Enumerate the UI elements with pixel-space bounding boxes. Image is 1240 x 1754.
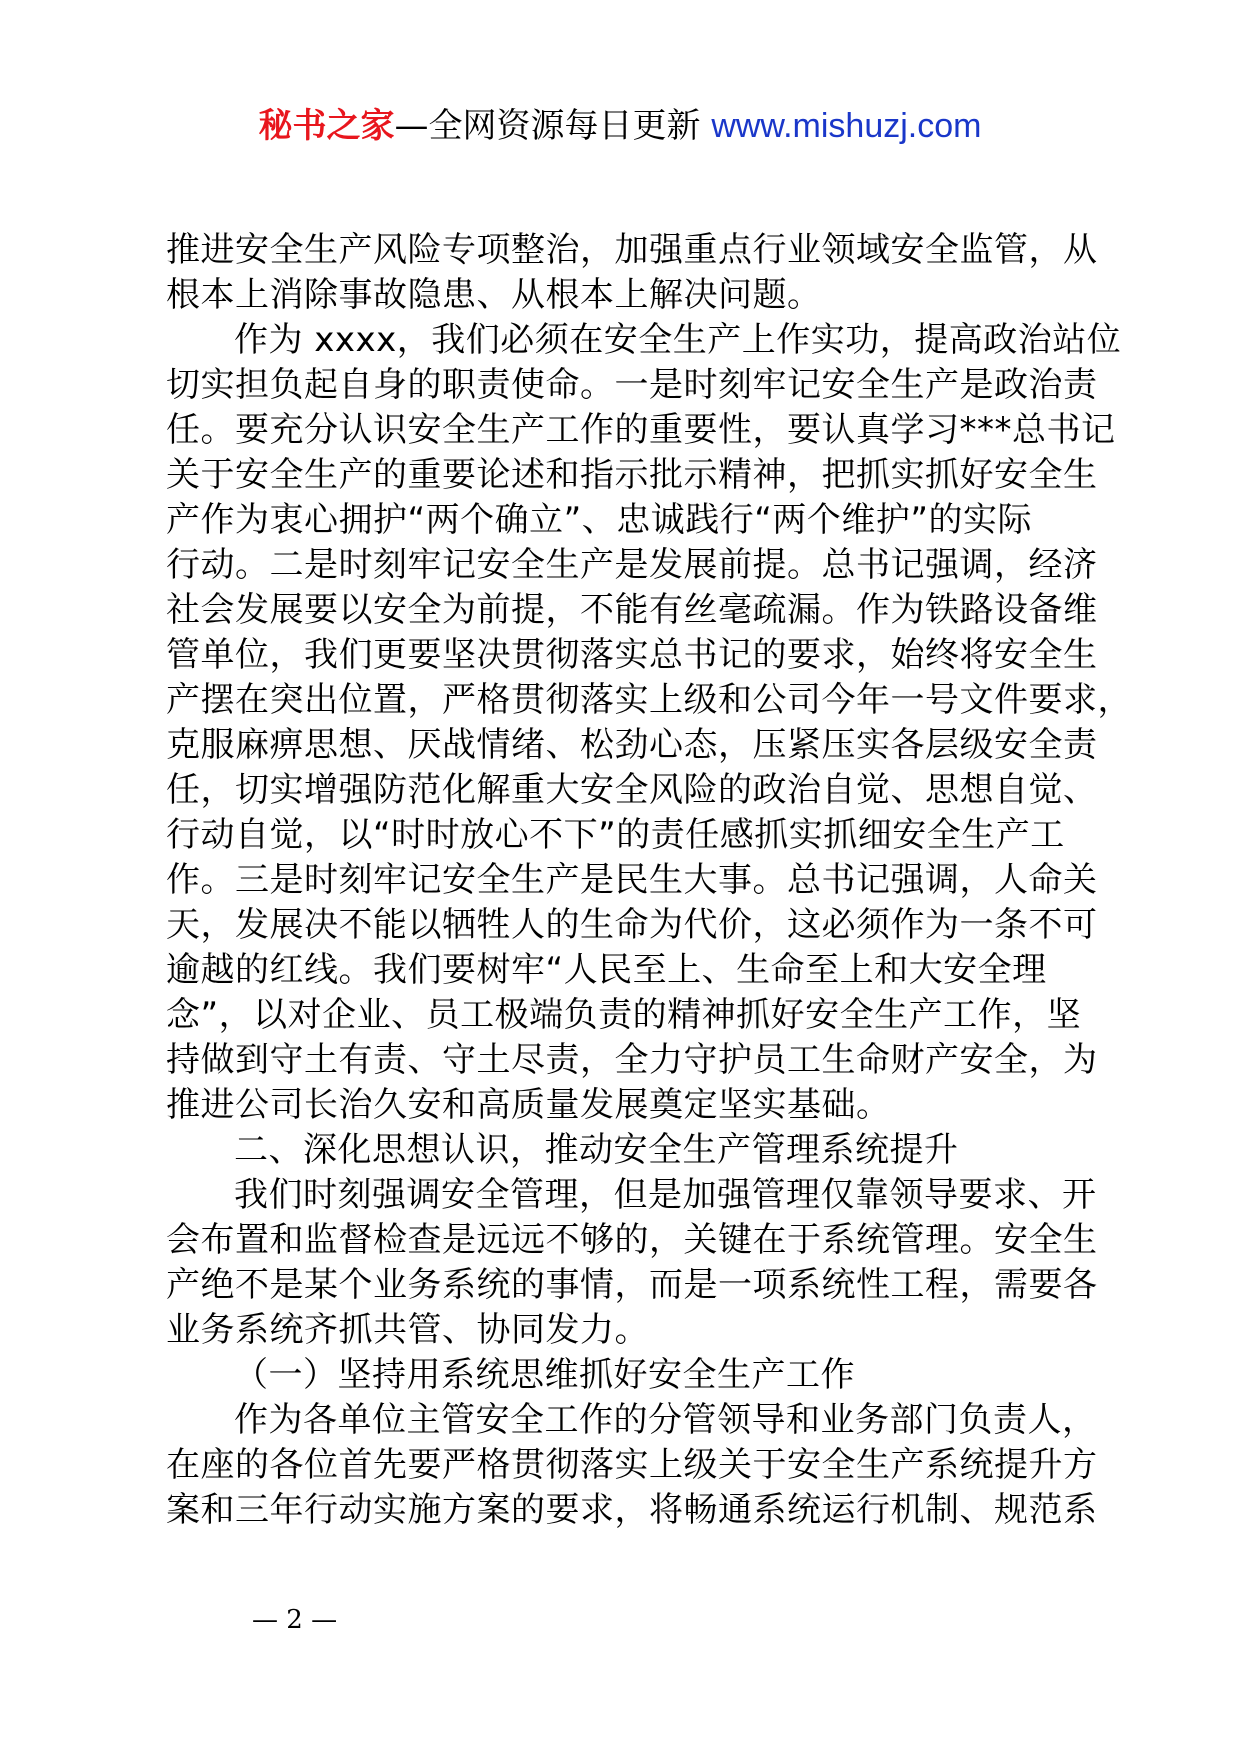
text-line: 管单位，我们更要坚决贯彻落实总书记的要求，始终将安全生 <box>166 635 1098 675</box>
text-line: 推进安全生产风险专项整治，加强重点行业领域安全监管，从 <box>166 230 1098 270</box>
text-line: 作为各单位主管安全工作的分管领导和业务部门负责人， <box>234 1400 1097 1440</box>
text-line: 天，发展决不能以牺牲人的生命为代价，这必须作为一条不可 <box>166 905 1098 945</box>
header-url[interactable]: www.mishuzj.com <box>711 107 982 145</box>
page-number: — 2 — <box>252 1605 338 1635</box>
text-line: （一）坚持用系统思维抓好安全生产工作 <box>234 1355 855 1395</box>
site-header <box>0 104 1240 148</box>
text-line: 行动。二是时刻牢记安全生产是发展前提。总书记强调，经济 <box>166 545 1098 585</box>
text-line: 我们时刻强调安全管理，但是加强管理仅靠领导要求、开 <box>234 1175 1097 1215</box>
text-line: 逾越的红线。我们要树牢“人民至上、生命至上和大安全理 <box>166 950 1047 990</box>
text-line: 二、深化思想认识，推动安全生产管理系统提升 <box>234 1130 959 1170</box>
text-line: 推进公司长治久安和高质量发展奠定坚实基础。 <box>166 1085 891 1125</box>
text-line: 作。三是时刻牢记安全生产是民生大事。总书记强调，人命关 <box>166 860 1098 900</box>
text-line: 业务系统齐抓共管、协同发力。 <box>166 1310 649 1350</box>
text-line: 产作为衷心拥护“两个确立”、忠诚践行“两个维护”的实际 <box>166 500 1032 540</box>
brand-name: 秘书之家 <box>258 106 395 146</box>
text-line: 任。要充分认识安全生产工作的重要性，要认真学习***总书记 <box>166 410 1116 450</box>
header-slogan: —全网资源每日更新 <box>394 106 701 146</box>
text-line: 关于安全生产的重要论述和指示批示精神，把抓实抓好安全生 <box>166 455 1098 495</box>
document-body <box>166 228 1132 1533</box>
text-line: 产绝不是某个业务系统的事情，而是一项系统性工程，需要各 <box>166 1265 1098 1305</box>
text-line: 产摆在突出位置，严格贯彻落实上级和公司今年一号文件要求， <box>166 680 1132 720</box>
text-line: 切实担负起自身的职责使命。一是时刻牢记安全生产是政治责 <box>166 365 1098 405</box>
text-line: 持做到守土有责、守土尽责，全力守护员工生命财产安全，为 <box>166 1040 1098 1080</box>
text-line: 任，切实增强防范化解重大安全风险的政治自觉、思想自觉、 <box>166 770 1098 810</box>
text-line: 根本上消除事故隐患、从根本上解决问题。 <box>166 275 822 315</box>
text-line: 会布置和监督检查是远远不够的，关键在于系统管理。安全生 <box>166 1220 1098 1260</box>
text-line: 行动自觉，以“时时放心不下”的责任感抓实抓细安全生产工 <box>166 815 1065 855</box>
text-line: 社会发展要以安全为前提，不能有丝毫疏漏。作为铁路设备维 <box>166 590 1098 630</box>
text-line: 在座的各位首先要严格贯彻落实上级关于安全生产系统提升方 <box>166 1445 1098 1485</box>
text-line: 作为 xxxx，我们必须在安全生产上作实功，提高政治站位 <box>234 320 1122 360</box>
text-line: 案和三年行动实施方案的要求，将畅通系统运行机制、规范系 <box>166 1490 1098 1530</box>
text-line: 克服麻痹思想、厌战情绪、松劲心态，压紧压实各层级安全责 <box>166 725 1098 765</box>
text-line: 念”，以对企业、员工极端负责的精神抓好安全生产工作，坚 <box>166 995 1082 1035</box>
